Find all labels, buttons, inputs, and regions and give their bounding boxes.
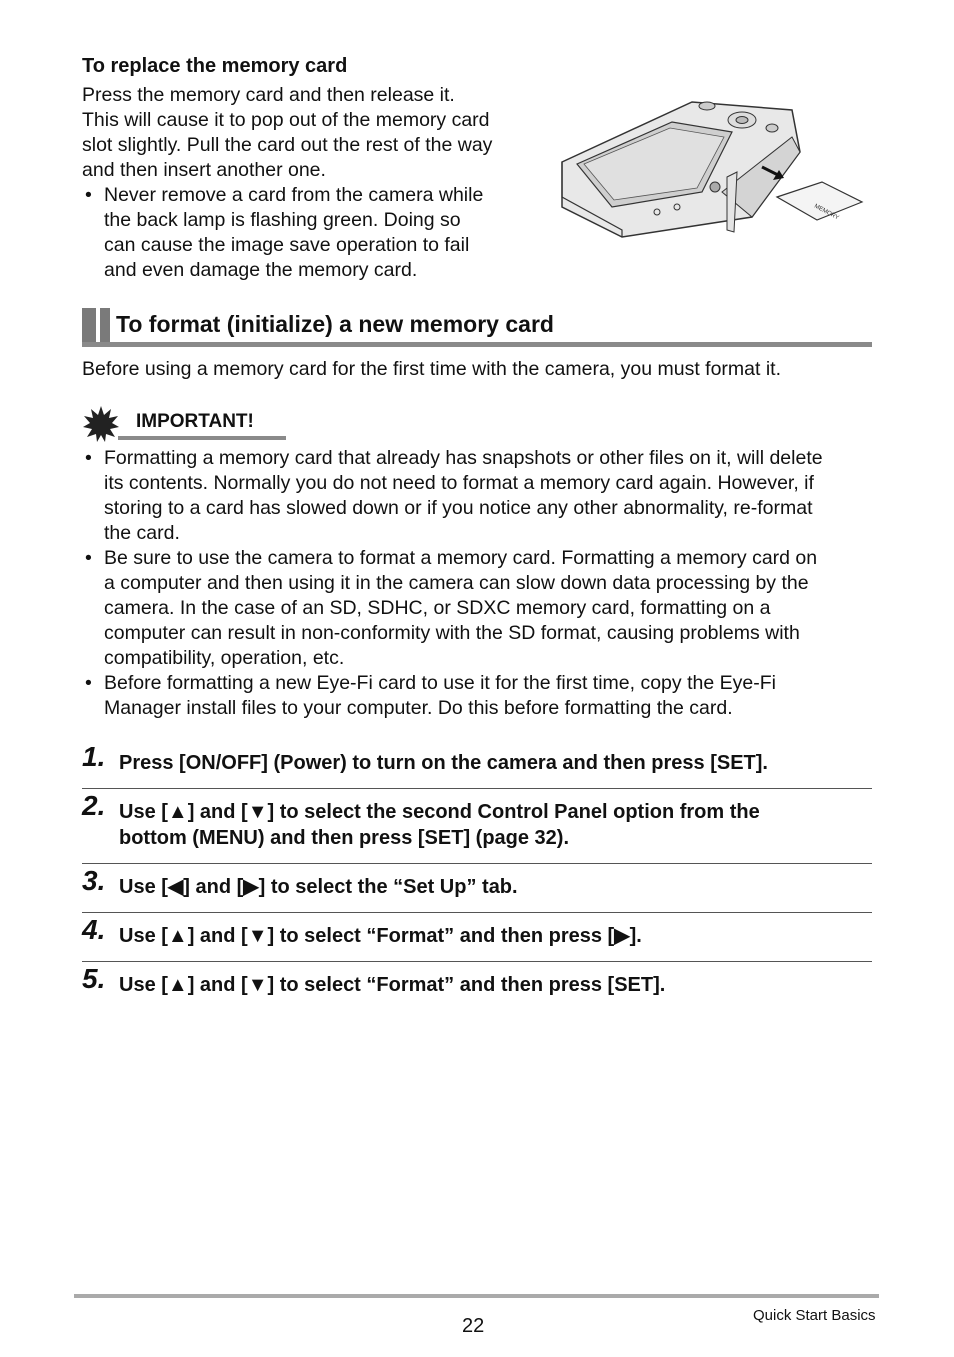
- step: [82, 865, 872, 900]
- bullet-line: the back lamp is flashing green. Doing so: [104, 209, 461, 231]
- section-title: To format (initialize) a new memory card: [116, 311, 554, 337]
- section-heading: [82, 308, 872, 348]
- replace-line: This will cause it to pop out of the memory card: [82, 109, 490, 131]
- replace-line: and then insert another one.: [82, 159, 326, 181]
- item-line: Manager install files to your computer. Do this before formatting the card.: [104, 697, 733, 719]
- bullet-dot: •: [85, 547, 92, 569]
- item-line: storing to a card has slowed down or if you notice any other abnormality, re-format: [104, 497, 813, 519]
- section-intro: Before using a memory card for the first time with the camera, you must format it.: [82, 358, 782, 380]
- item-line: compatibility, operation, etc.: [104, 647, 345, 669]
- heading-bar: [82, 308, 96, 346]
- step-line: Use [▲] and [▼] to select “Format” and then press [▶].: [119, 925, 642, 947]
- step-number: 2.: [82, 790, 106, 821]
- replace-line: Press the memory card and then release it.: [82, 84, 455, 106]
- item-line: computer can result in non-conformity with the SD format, causing problems with: [104, 622, 800, 644]
- page-number: 22: [462, 1315, 485, 1337]
- important-item: [82, 671, 872, 721]
- replace-body: [82, 83, 532, 283]
- bullet-dot: •: [85, 184, 92, 206]
- replace-bullet: [82, 183, 532, 283]
- item-line: Be sure to use the camera to format a memory card. Formatting a memory card on: [104, 547, 818, 569]
- important-callout: [82, 405, 292, 445]
- important-item: [82, 546, 872, 671]
- item-line: camera. In the case of an SD, SDHC, or SDXC memory card, formatting on a: [104, 597, 771, 619]
- starburst-icon: [82, 405, 120, 443]
- step-divider: [82, 788, 872, 789]
- step-line: Use [◀] and [▶] to select the “Set Up” tab.: [119, 876, 518, 898]
- step-number: 4.: [82, 914, 106, 945]
- important-list: [82, 446, 872, 721]
- step-line: Press [ON/OFF] (Power) to turn on the camera and then press [SET].: [119, 752, 768, 774]
- heading-underline: [82, 342, 872, 347]
- footer-section-label: Quick Start Basics: [753, 1307, 876, 1324]
- item-line: a computer and then using it in the camera can slow down data processing by the: [104, 572, 809, 594]
- item-line: its contents. Normally you do not need to format a memory card again. However, if: [104, 472, 814, 494]
- step-number: 1.: [82, 741, 106, 772]
- bullet-line: Never remove a card from the camera while: [104, 184, 484, 206]
- step-divider: [82, 863, 872, 864]
- bullet-dot: •: [85, 447, 92, 469]
- camera-illustration: [552, 92, 872, 242]
- important-underline: [118, 436, 286, 440]
- heading-bar: [100, 308, 110, 346]
- important-item: [82, 446, 872, 546]
- step-divider: [82, 961, 872, 962]
- step-number: 3.: [82, 865, 106, 896]
- step-number: 5.: [82, 963, 106, 994]
- step: [82, 914, 872, 949]
- item-line: Formatting a memory card that already has snapshots or other files on it, will delete: [104, 447, 823, 469]
- step: [82, 741, 872, 776]
- bullet-line: and even damage the memory card.: [104, 259, 418, 281]
- step: [82, 790, 872, 851]
- step: [82, 963, 872, 998]
- bullet-dot: •: [85, 672, 92, 694]
- footer-rule: [74, 1294, 879, 1298]
- card-label: MEMORY: [813, 203, 840, 222]
- replace-line: slot slightly. Pull the card out the rest of the way: [82, 134, 493, 156]
- item-line: the card.: [104, 522, 180, 544]
- step-divider: [82, 912, 872, 913]
- item-line: Before formatting a new Eye-Fi card to use it for the first time, copy the Eye-Fi: [104, 672, 776, 694]
- step-line: Use [▲] and [▼] to select “Format” and then press [SET].: [119, 974, 666, 996]
- bullet-line: can cause the image save operation to fail: [104, 234, 470, 256]
- steps-list: [82, 741, 872, 998]
- important-label: IMPORTANT!: [136, 411, 254, 432]
- replace-heading: To replace the memory card: [82, 55, 348, 77]
- step-line: bottom (MENU) and then press [SET] (page 32).: [119, 827, 570, 849]
- step-line: Use [▲] and [▼] to select the second Control Panel option from the: [119, 801, 760, 823]
